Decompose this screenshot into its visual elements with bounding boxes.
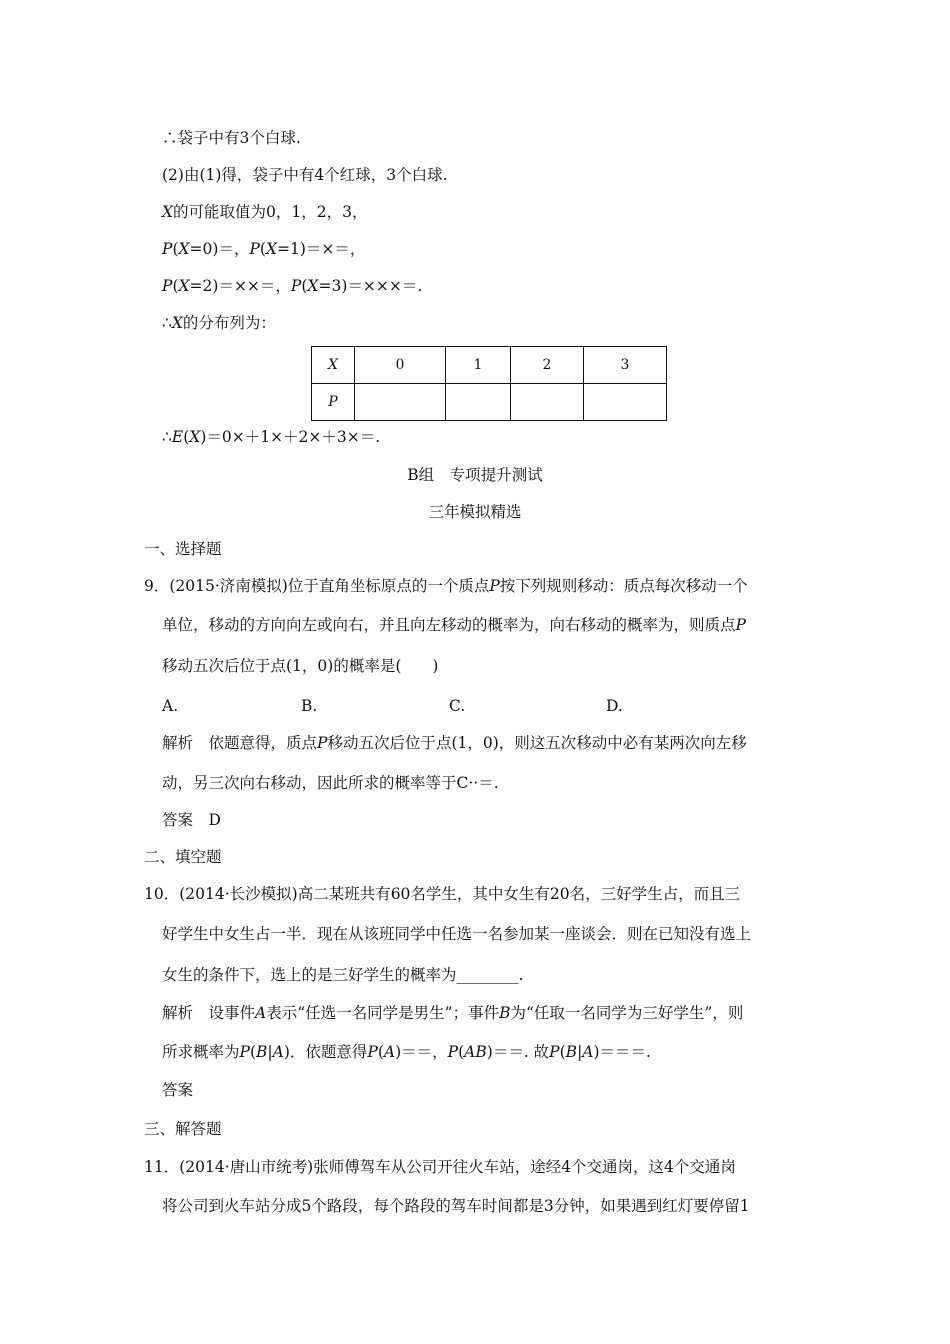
- option-d: D.: [606, 697, 623, 715]
- q10-line-2: 好学生中女生占一半．现在从该班同学中任选一名参加某一座谈会．则在已知没有选上: [162, 925, 752, 943]
- table-row: [312, 347, 667, 384]
- q9-line-1: 9．(2015·济南模拟)位于直角坐标原点的一个质点P按下列规则移动：质点每次移动一个: [144, 577, 748, 595]
- line-expectation: ∴E(X)＝0×＋1×＋2×＋3×＝.: [162, 428, 381, 446]
- table-cell: [584, 384, 667, 421]
- table-cell: [511, 384, 584, 421]
- q10-line-3: 女生的条件下，选上的是三好学生的概率为________.: [162, 966, 524, 984]
- distribution-table: [311, 346, 667, 421]
- option-c: C.: [449, 697, 466, 715]
- table-row: [312, 384, 667, 421]
- table-cell: 2: [511, 347, 584, 384]
- line-x-values: X的可能取值为0，1，2，3，: [162, 203, 368, 221]
- table-cell: 3: [584, 347, 667, 384]
- heading-choice: 一、选择题: [144, 540, 222, 558]
- table-cell: [355, 384, 446, 421]
- q10-solution-2: 所求概率为P(B|A)．依题意得P(A)＝＝，P(AB)＝＝. 故P(B|A)＝＝＝.: [162, 1043, 651, 1061]
- q9-line-3: 移动五次后位于点(1，0)的概率是( ): [162, 657, 439, 675]
- line-part2: (2)由(1)得，袋子中有4个红球，3个白球.: [162, 166, 448, 184]
- line-prob-2-3: P(X=2)＝××＝，P(X=3)＝×××＝.: [162, 277, 423, 295]
- q9-answer: 答案 D: [162, 811, 221, 829]
- option-a: A.: [162, 697, 179, 715]
- q10-solution-1: 解析 设事件A表示“任选一名同学是男生”；事件B为“任取一名同学为三好学生”，则: [162, 1004, 744, 1022]
- line-distribution-intro: ∴X的分布列为：: [162, 314, 276, 332]
- table-cell: 1: [446, 347, 511, 384]
- table-cell: X: [312, 347, 355, 384]
- heading-fill-in: 二、填空题: [144, 848, 222, 866]
- q10-line-1: 10．(2014·长沙模拟)高二某班共有60名学生，其中女生有20名，三好学生占，而且三: [144, 885, 741, 903]
- section-title: 三年模拟精选: [428, 503, 522, 521]
- line-white-balls: ∴袋子中有3个白球.: [162, 129, 301, 147]
- group-title: B组 专项提升测试: [407, 466, 543, 484]
- q9-line-2: 单位，移动的方向向左或向右，并且向左移动的概率为，向右移动的概率为，则质点P: [162, 616, 746, 634]
- q11-line-2: 将公司到火车站分成5个路段，每个路段的驾车时间都是3分钟，如果遇到红灯要停留1: [162, 1197, 750, 1215]
- q9-solution-2: 动，另三次向右移动，因此所求的概率等于C··＝.: [162, 774, 499, 792]
- q9-solution-1: 解析 依题意得，质点P移动五次后位于点(1，0)，则这五次移动中必有某两次向左移: [162, 734, 747, 752]
- line-prob-0-1: P(X=0)＝，P(X=1)＝×＝，: [162, 240, 366, 258]
- table-cell: 0: [355, 347, 446, 384]
- table-cell: [446, 384, 511, 421]
- q11-line-1: 11．(2014·唐山市统考)张师傅驾车从公司开往火车站，途经4个交通岗，这4个交通岗: [144, 1158, 736, 1176]
- table-cell: P: [312, 384, 355, 421]
- q10-answer: 答案: [162, 1081, 194, 1099]
- option-b: B.: [301, 697, 318, 715]
- heading-solve: 三、解答题: [144, 1120, 222, 1138]
